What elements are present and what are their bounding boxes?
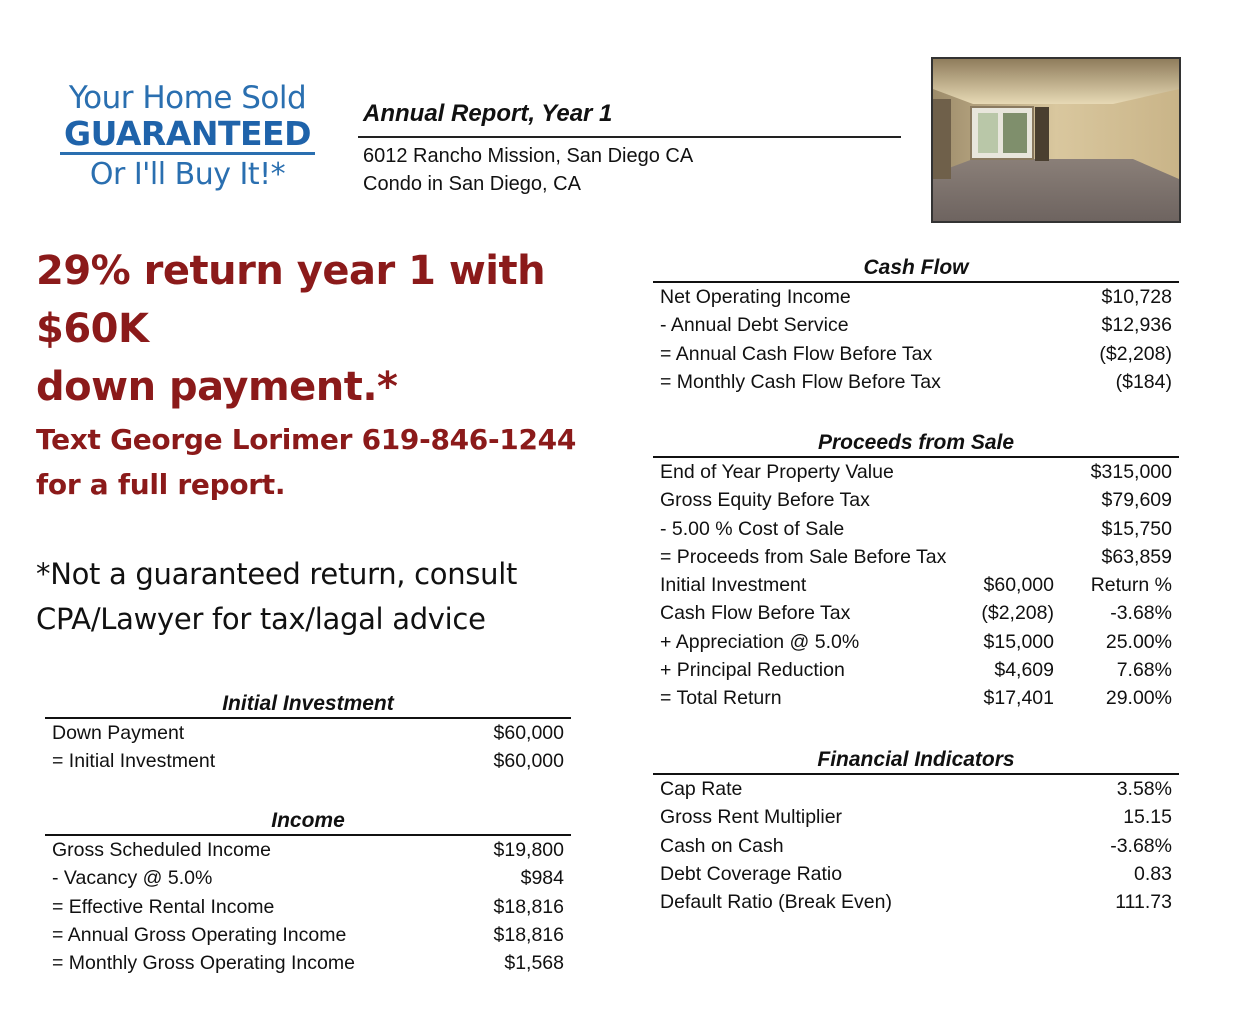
row-label: Net Operating Income: [660, 286, 851, 308]
table-row: [45, 719, 571, 747]
row-label: Gross Equity Before Tax: [660, 489, 870, 512]
row-label: = Annual Gross Operating Income: [52, 923, 347, 946]
row-amount: $15,000: [983, 630, 1054, 653]
row-value: Return %: [1090, 574, 1172, 597]
cash-flow-table: [653, 255, 1179, 396]
row-label: Cash Flow Before Tax: [660, 602, 851, 625]
row-amount: $4,609: [994, 659, 1054, 682]
income-title: Income: [45, 808, 571, 836]
table-row: [653, 888, 1179, 916]
row-label: = Monthly Gross Operating Income: [52, 952, 355, 975]
row-value: 7.68%: [1116, 659, 1172, 682]
row-label: - 5.00 % Cost of Sale: [660, 517, 845, 540]
table-row: [45, 864, 571, 892]
row-label: = Monthly Cash Flow Before Tax: [660, 370, 941, 393]
row-label: Cash on Cash: [660, 834, 784, 857]
row-value: $60,000: [493, 750, 564, 773]
table-row: [45, 836, 571, 864]
headline-line-1: 29% return year 1 with $60K: [36, 248, 546, 352]
proceeds-table: [653, 430, 1179, 713]
row-label: Gross Rent Multiplier: [660, 806, 843, 829]
row-value: ($2,208): [1099, 342, 1172, 365]
headline-line-2: down payment.*: [36, 364, 398, 410]
property-address: 6012 Rancho Mission, San Diego CA: [363, 145, 694, 167]
initial-investment-title: Initial Investment: [45, 691, 571, 719]
room-photo-image: [933, 59, 1179, 221]
table-row: [653, 656, 1179, 684]
table-row: [653, 283, 1179, 311]
table-row: [653, 515, 1179, 543]
row-label: = Effective Rental Income: [52, 895, 275, 918]
financial-indicators-table: [653, 747, 1179, 916]
initial-investment-table: [45, 691, 571, 776]
headline: [36, 242, 636, 416]
row-value: $315,000: [1090, 461, 1172, 483]
logo-line-2: GUARANTEED: [60, 116, 315, 155]
row-value: $18,816: [493, 923, 564, 946]
disclaimer-line-1: *Not a guaranteed return, consult: [36, 557, 518, 591]
row-value: $63,859: [1101, 545, 1172, 568]
row-value: -3.68%: [1110, 602, 1172, 625]
logo-line-3: Or I'll Buy It!*: [89, 157, 286, 192]
table-row: [653, 684, 1179, 712]
contact-callout: [36, 417, 636, 507]
row-label: - Vacancy @ 5.0%: [52, 867, 213, 890]
row-label: End of Year Property Value: [660, 461, 894, 483]
row-value: $79,609: [1101, 489, 1172, 512]
property-photo: [931, 57, 1181, 223]
table-row: [653, 368, 1179, 396]
row-value: $1,568: [504, 952, 564, 975]
row-value: 15.15: [1123, 806, 1172, 829]
row-amount: $60,000: [983, 574, 1054, 597]
report-title: Annual Report, Year 1: [363, 100, 613, 127]
row-label: Down Payment: [52, 722, 185, 744]
income-table: [45, 808, 571, 977]
row-label: + Appreciation @ 5.0%: [660, 630, 860, 653]
row-value: $10,728: [1101, 286, 1172, 308]
row-value: -3.68%: [1110, 834, 1172, 857]
company-logo: [45, 80, 330, 195]
table-row: [653, 543, 1179, 571]
table-row: [653, 458, 1179, 486]
row-value: 29.00%: [1105, 687, 1172, 710]
logo-line-1: Your Home Sold: [68, 80, 307, 116]
property-type: Condo in San Diego, CA: [363, 173, 581, 195]
row-label: Gross Scheduled Income: [52, 839, 271, 861]
row-value: $18,816: [493, 895, 564, 918]
table-row: [653, 775, 1179, 803]
table-row: [653, 599, 1179, 627]
row-value: 111.73: [1115, 891, 1172, 914]
table-row: [653, 803, 1179, 831]
table-row: [653, 571, 1179, 599]
table-row: [653, 832, 1179, 860]
financial-indicators-title: Financial Indicators: [653, 747, 1179, 775]
property-address-block: [363, 142, 693, 198]
row-label: = Initial Investment: [52, 750, 216, 773]
title-divider: [358, 136, 901, 138]
contact-line-1: Text George Lorimer 619-846-1244: [36, 423, 577, 456]
row-amount: $17,401: [983, 687, 1054, 710]
contact-line-2: for a full report.: [36, 468, 286, 501]
row-label: + Principal Reduction: [660, 659, 845, 682]
row-label: Default Ratio (Break Even): [660, 891, 892, 914]
row-value: $15,750: [1101, 517, 1172, 540]
row-amount: ($2,208): [981, 602, 1054, 625]
row-value: ($184): [1115, 370, 1172, 393]
row-value: $984: [520, 867, 564, 890]
proceeds-title: Proceeds from Sale: [653, 430, 1179, 458]
table-row: [653, 860, 1179, 888]
row-label: Debt Coverage Ratio: [660, 862, 843, 885]
disclaimer: [36, 552, 636, 642]
table-row: [45, 893, 571, 921]
table-row: [653, 340, 1179, 368]
row-value: 0.83: [1134, 862, 1172, 885]
row-value: $60,000: [493, 722, 564, 744]
table-row: [45, 949, 571, 977]
table-row: [45, 921, 571, 949]
row-value: $19,800: [493, 839, 564, 861]
row-value: 25.00%: [1105, 630, 1172, 653]
row-value: 3.58%: [1116, 778, 1172, 800]
disclaimer-line-2: CPA/Lawyer for tax/lagal advice: [36, 602, 486, 636]
row-label: = Annual Cash Flow Before Tax: [660, 342, 933, 365]
table-row: [653, 311, 1179, 339]
table-row: [653, 486, 1179, 514]
cash-flow-title: Cash Flow: [653, 255, 1179, 283]
row-label: Initial Investment: [660, 574, 807, 597]
table-row: [45, 747, 571, 775]
row-label: - Annual Debt Service: [660, 314, 849, 337]
row-label: = Proceeds from Sale Before Tax: [660, 545, 947, 568]
table-row: [653, 628, 1179, 656]
row-label: Cap Rate: [660, 778, 743, 800]
row-value: $12,936: [1101, 314, 1172, 337]
row-label: = Total Return: [660, 687, 782, 710]
